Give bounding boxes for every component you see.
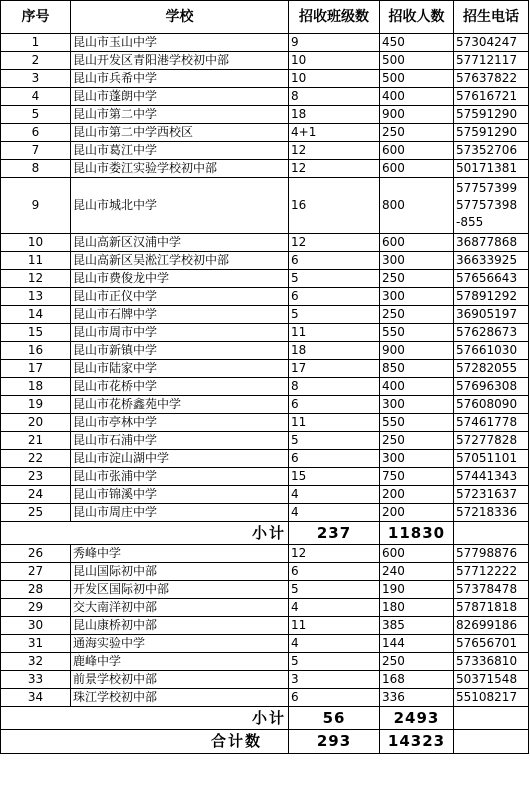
- class-count: 6: [289, 563, 380, 581]
- row-number: 10: [1, 234, 71, 252]
- header-row: [1, 1, 529, 34]
- row-number: 13: [1, 288, 71, 306]
- phone-line: 57304247: [456, 35, 518, 49]
- table-row: [1, 52, 529, 70]
- row-number: 14: [1, 306, 71, 324]
- table-row: [1, 450, 529, 468]
- phone-line: 57616721: [456, 89, 518, 103]
- class-count: 6: [289, 689, 380, 707]
- school-name: 昆山市玉山中学: [71, 34, 289, 52]
- student-count: 200: [380, 504, 454, 522]
- subtotal-row: [1, 707, 529, 730]
- row-number: 1: [1, 34, 71, 52]
- row-number: 8: [1, 160, 71, 178]
- class-count: 6: [289, 288, 380, 306]
- school-name: 昆山市周庄中学: [71, 504, 289, 522]
- table-row: [1, 270, 529, 288]
- phone-line: 57628673: [456, 325, 518, 339]
- student-count: 190: [380, 581, 454, 599]
- phone-number: [454, 414, 529, 432]
- phone-number: [454, 450, 529, 468]
- phone-number: [454, 671, 529, 689]
- header-phone: 招生电话: [454, 1, 529, 34]
- phone-line: 57871818: [456, 600, 518, 614]
- table-row: [1, 396, 529, 414]
- school-name: 昆山市新镇中学: [71, 342, 289, 360]
- phone-number: [454, 270, 529, 288]
- student-count: 168: [380, 671, 454, 689]
- class-count: 6: [289, 396, 380, 414]
- school-name: 开发区国际初中部: [71, 581, 289, 599]
- school-name: 昆山市亭林中学: [71, 414, 289, 432]
- class-count: 12: [289, 545, 380, 563]
- school-name: 昆山市淀山湖中学: [71, 450, 289, 468]
- subtotal-row-students: 2493: [380, 707, 454, 730]
- table-row: [1, 432, 529, 450]
- total-row-classes: 293: [289, 730, 380, 754]
- class-count: 11: [289, 414, 380, 432]
- class-count: 9: [289, 34, 380, 52]
- phone-line: 36905197: [456, 307, 518, 321]
- row-number: 6: [1, 124, 71, 142]
- school-name: 昆山市张浦中学: [71, 468, 289, 486]
- row-number: 12: [1, 270, 71, 288]
- row-number: 19: [1, 396, 71, 414]
- subtotal-row-classes: 237: [289, 522, 380, 545]
- phone-number: [454, 288, 529, 306]
- phone-line: 57461778: [456, 415, 518, 429]
- phone-number: [454, 70, 529, 88]
- table-row: [1, 324, 529, 342]
- phone-number: [454, 160, 529, 178]
- table-row: [1, 378, 529, 396]
- table-row: [1, 342, 529, 360]
- class-count: 4: [289, 486, 380, 504]
- school-name: 昆山市陆家中学: [71, 360, 289, 378]
- table-row: [1, 306, 529, 324]
- table-row: [1, 486, 529, 504]
- table-row: [1, 545, 529, 563]
- phone-number: [454, 306, 529, 324]
- header-students: 招收人数: [380, 1, 454, 34]
- row-number: 5: [1, 106, 71, 124]
- row-number: 25: [1, 504, 71, 522]
- student-count: 500: [380, 52, 454, 70]
- phone-line: 57656643: [456, 271, 518, 285]
- phone-number: [454, 468, 529, 486]
- phone-line: 57696308: [456, 379, 518, 393]
- school-name: 昆山市第二中学西校区: [71, 124, 289, 142]
- phone-number: [454, 653, 529, 671]
- school-name: 昆山市兵希中学: [71, 70, 289, 88]
- table-row: [1, 88, 529, 106]
- phone-number: [454, 124, 529, 142]
- class-count: 5: [289, 306, 380, 324]
- phone-number: [454, 396, 529, 414]
- total-row-students: 14323: [380, 730, 454, 754]
- class-count: 8: [289, 88, 380, 106]
- phone-line: 57051101: [456, 451, 518, 465]
- school-name: 交大南洋初中部: [71, 599, 289, 617]
- row-number: 22: [1, 450, 71, 468]
- class-count: 6: [289, 252, 380, 270]
- school-name: 昆山市第二中学: [71, 106, 289, 124]
- school-name: 前景学校初中部: [71, 671, 289, 689]
- row-number: 33: [1, 671, 71, 689]
- phone-number: [454, 563, 529, 581]
- subtotal-row: [1, 522, 529, 545]
- student-count: 300: [380, 288, 454, 306]
- table-row: [1, 504, 529, 522]
- phone-number: [454, 142, 529, 160]
- school-name: 昆山开发区青阳港学校初中部: [71, 52, 289, 70]
- school-name: 昆山市费俊龙中学: [71, 270, 289, 288]
- class-count: 5: [289, 653, 380, 671]
- phone-line: 57637822: [456, 71, 518, 85]
- phone-line: 57757398: [456, 198, 518, 212]
- table-row: [1, 414, 529, 432]
- table-row: [1, 160, 529, 178]
- phone-line: 50371548: [456, 672, 518, 686]
- class-count: 11: [289, 617, 380, 635]
- class-count: 4: [289, 635, 380, 653]
- table-row: [1, 635, 529, 653]
- row-number: 30: [1, 617, 71, 635]
- class-count: 8: [289, 378, 380, 396]
- phone-number: [454, 378, 529, 396]
- student-count: 550: [380, 414, 454, 432]
- table-row: [1, 252, 529, 270]
- school-name: 昆山高新区吴淞江学校初中部: [71, 252, 289, 270]
- student-count: 550: [380, 324, 454, 342]
- student-count: 400: [380, 378, 454, 396]
- class-count: 12: [289, 234, 380, 252]
- student-count: 850: [380, 360, 454, 378]
- student-count: 300: [380, 252, 454, 270]
- school-name: 昆山市花桥中学: [71, 378, 289, 396]
- header-school: 学校: [71, 1, 289, 34]
- class-count: 18: [289, 342, 380, 360]
- phone-number: [454, 360, 529, 378]
- table-row: [1, 124, 529, 142]
- row-number: 34: [1, 689, 71, 707]
- school-name: 昆山市娄江实验学校初中部: [71, 160, 289, 178]
- class-count: 5: [289, 270, 380, 288]
- class-count: 18: [289, 106, 380, 124]
- row-number: 20: [1, 414, 71, 432]
- phone-number: [454, 432, 529, 450]
- phone-line: 36877868: [456, 235, 518, 249]
- total-row-label: 合计数: [1, 730, 289, 754]
- school-name: 昆山市城北中学: [71, 178, 289, 234]
- phone-line: 57891292: [456, 289, 518, 303]
- class-count: 4: [289, 504, 380, 522]
- student-count: 600: [380, 142, 454, 160]
- phone-number: [454, 581, 529, 599]
- phone-number: [454, 324, 529, 342]
- student-count: 300: [380, 450, 454, 468]
- row-number: 9: [1, 178, 71, 234]
- student-count: 750: [380, 468, 454, 486]
- class-count: 11: [289, 324, 380, 342]
- phone-number: [454, 178, 529, 234]
- student-count: 900: [380, 342, 454, 360]
- class-count: 5: [289, 432, 380, 450]
- subtotal-row-empty: [454, 522, 529, 545]
- phone-number: [454, 52, 529, 70]
- school-name: 通海实验中学: [71, 635, 289, 653]
- student-count: 144: [380, 635, 454, 653]
- total-row-empty: [454, 730, 529, 754]
- student-count: 400: [380, 88, 454, 106]
- phone-line: 57378478: [456, 582, 518, 596]
- student-count: 250: [380, 653, 454, 671]
- student-count: 300: [380, 396, 454, 414]
- row-number: 16: [1, 342, 71, 360]
- table-row: [1, 34, 529, 52]
- table-row: [1, 360, 529, 378]
- phone-number: [454, 234, 529, 252]
- phone-line: 55108217: [456, 690, 518, 704]
- school-name: 鹿峰中学: [71, 653, 289, 671]
- phone-number: [454, 342, 529, 360]
- row-number: 2: [1, 52, 71, 70]
- row-number: 21: [1, 432, 71, 450]
- row-number: 18: [1, 378, 71, 396]
- school-name: 昆山市锦溪中学: [71, 486, 289, 504]
- phone-number: [454, 252, 529, 270]
- table-row: [1, 468, 529, 486]
- student-count: 900: [380, 106, 454, 124]
- total-row: [1, 730, 529, 754]
- class-count: 12: [289, 142, 380, 160]
- row-number: 31: [1, 635, 71, 653]
- table-row: [1, 689, 529, 707]
- row-number: 15: [1, 324, 71, 342]
- table-row: [1, 563, 529, 581]
- header-classes: 招收班级数: [289, 1, 380, 34]
- subtotal-row-label: 小计: [1, 707, 289, 730]
- student-count: 600: [380, 545, 454, 563]
- student-count: 450: [380, 34, 454, 52]
- subtotal-row-empty: [454, 707, 529, 730]
- row-number: 27: [1, 563, 71, 581]
- student-count: 800: [380, 178, 454, 234]
- row-number: 3: [1, 70, 71, 88]
- table-row: [1, 671, 529, 689]
- school-name: 昆山市石牌中学: [71, 306, 289, 324]
- row-number: 7: [1, 142, 71, 160]
- subtotal-row-label: 小计: [1, 522, 289, 545]
- phone-line: 57757399: [456, 181, 518, 195]
- phone-line: -855: [456, 215, 484, 229]
- phone-number: [454, 689, 529, 707]
- school-name: 昆山高新区汉浦中学: [71, 234, 289, 252]
- phone-line: 57336810: [456, 654, 518, 668]
- class-count: 16: [289, 178, 380, 234]
- class-count: 5: [289, 581, 380, 599]
- phone-number: [454, 599, 529, 617]
- school-name: 秀峰中学: [71, 545, 289, 563]
- header-no: 序号: [1, 1, 71, 34]
- phone-line: 57231637: [456, 487, 518, 501]
- row-number: 11: [1, 252, 71, 270]
- phone-number: [454, 617, 529, 635]
- class-count: 4: [289, 599, 380, 617]
- student-count: 250: [380, 432, 454, 450]
- phone-line: 57441343: [456, 469, 518, 483]
- table-row: [1, 617, 529, 635]
- table-body: [1, 34, 529, 754]
- school-name: 昆山市葛江中学: [71, 142, 289, 160]
- student-count: 600: [380, 234, 454, 252]
- student-count: 240: [380, 563, 454, 581]
- phone-number: [454, 34, 529, 52]
- student-count: 200: [380, 486, 454, 504]
- phone-line: 57282055: [456, 361, 518, 375]
- student-count: 180: [380, 599, 454, 617]
- table-row: [1, 581, 529, 599]
- phone-line: 57712222: [456, 564, 518, 578]
- phone-line: 82699186: [456, 618, 518, 632]
- table-row: [1, 178, 529, 234]
- class-count: 3: [289, 671, 380, 689]
- table-row: [1, 288, 529, 306]
- class-count: 12: [289, 160, 380, 178]
- row-number: 24: [1, 486, 71, 504]
- phone-line: 57608090: [456, 397, 518, 411]
- table-row: [1, 70, 529, 88]
- phone-line: 57656701: [456, 636, 518, 650]
- row-number: 23: [1, 468, 71, 486]
- student-count: 336: [380, 689, 454, 707]
- table-row: [1, 234, 529, 252]
- class-count: 4+1: [289, 124, 380, 142]
- student-count: 385: [380, 617, 454, 635]
- student-count: 250: [380, 270, 454, 288]
- subtotal-row-classes: 56: [289, 707, 380, 730]
- class-count: 15: [289, 468, 380, 486]
- phone-number: [454, 545, 529, 563]
- phone-line: 57218336: [456, 505, 518, 519]
- school-name: 昆山国际初中部: [71, 563, 289, 581]
- table-row: [1, 106, 529, 124]
- phone-line: 57661030: [456, 343, 518, 357]
- class-count: 6: [289, 450, 380, 468]
- school-name: 珠江学校初中部: [71, 689, 289, 707]
- phone-line: 57712117: [456, 53, 518, 67]
- phone-number: [454, 106, 529, 124]
- subtotal-row-students: 11830: [380, 522, 454, 545]
- row-number: 17: [1, 360, 71, 378]
- phone-line: 36633925: [456, 253, 518, 267]
- phone-number: [454, 486, 529, 504]
- phone-line: 57591290: [456, 125, 518, 139]
- school-name: 昆山康桥初中部: [71, 617, 289, 635]
- school-name: 昆山市正仪中学: [71, 288, 289, 306]
- phone-line: 57352706: [456, 143, 518, 157]
- class-count: 10: [289, 52, 380, 70]
- phone-line: 57277828: [456, 433, 518, 447]
- phone-line: 50171381: [456, 161, 518, 175]
- class-count: 10: [289, 70, 380, 88]
- table-row: [1, 653, 529, 671]
- row-number: 4: [1, 88, 71, 106]
- student-count: 600: [380, 160, 454, 178]
- phone-number: [454, 504, 529, 522]
- phone-line: 57798876: [456, 546, 518, 560]
- row-number: 29: [1, 599, 71, 617]
- phone-number: [454, 635, 529, 653]
- student-count: 250: [380, 306, 454, 324]
- phone-line: 57591290: [456, 107, 518, 121]
- table-row: [1, 142, 529, 160]
- row-number: 26: [1, 545, 71, 563]
- table-row: [1, 599, 529, 617]
- school-name: 昆山市石浦中学: [71, 432, 289, 450]
- student-count: 250: [380, 124, 454, 142]
- row-number: 32: [1, 653, 71, 671]
- class-count: 17: [289, 360, 380, 378]
- phone-number: [454, 88, 529, 106]
- student-count: 500: [380, 70, 454, 88]
- row-number: 28: [1, 581, 71, 599]
- school-name: 昆山市周市中学: [71, 324, 289, 342]
- school-name: 昆山市花桥鑫苑中学: [71, 396, 289, 414]
- school-name: 昆山市蓬朗中学: [71, 88, 289, 106]
